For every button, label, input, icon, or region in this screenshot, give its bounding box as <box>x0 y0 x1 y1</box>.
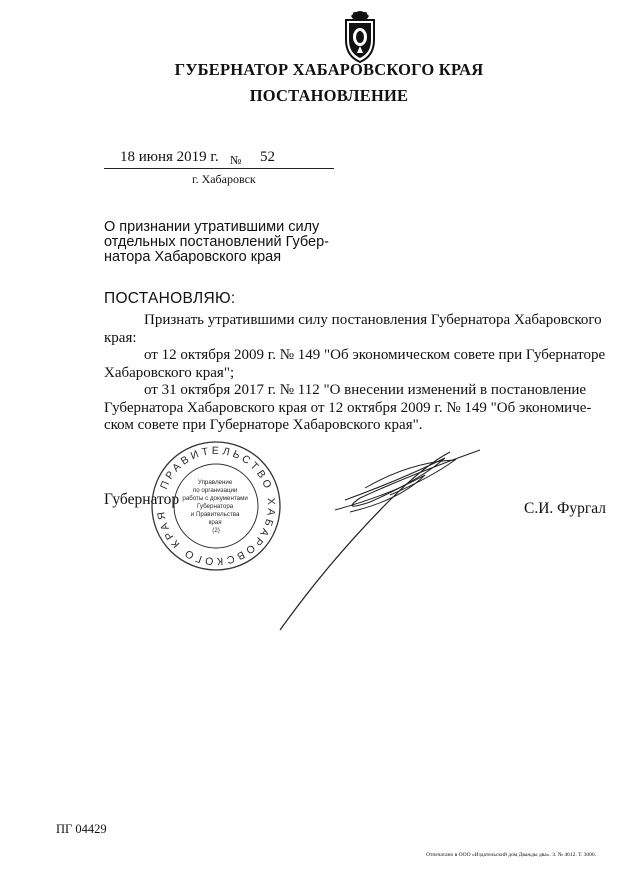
coat-of-arms-icon <box>330 8 390 64</box>
number-label: № <box>230 153 242 167</box>
body-line: Губернатора Хабаровского края от 12 октября 2009 г. № 149 "Об экономиче- <box>104 399 592 416</box>
document-subject <box>104 220 344 265</box>
document-type-heading: ПОСТАНОВЛЕНИЕ <box>249 86 409 105</box>
official-seal <box>150 440 282 572</box>
svg-text:Управление по организаци <box>182 479 249 534</box>
printer-imprint: Отпечатано в ООО «Издательский дом Дважды два». З. № 4612. Т. 3000. <box>426 852 597 858</box>
seal-line: (2) <box>212 527 220 534</box>
seal-line: края <box>208 519 222 526</box>
body-line: Признать утратившими силу постановления Губернатора Хабаровского <box>144 312 602 328</box>
seal-line: работы с документами <box>182 495 248 502</box>
subject-line: отдельных постановлений Губер- <box>104 234 329 250</box>
document-number: 52 <box>260 149 275 165</box>
document-body <box>104 312 616 435</box>
form-code: ПГ 04429 <box>56 822 107 836</box>
body-line: от 31 октября 2017 г. № 112 "О внесении изменений в постановление <box>144 382 587 398</box>
seal-line: Управление <box>197 479 233 486</box>
date-underline <box>104 168 334 169</box>
body-line: Хабаровского края"; <box>104 364 235 381</box>
body-line: края: <box>104 329 137 346</box>
seal-line: по организации <box>192 487 238 494</box>
decree-word: ПОСТАНОВЛЯЮ: <box>104 290 236 307</box>
signatory-name: С.И. Фургал <box>524 500 607 517</box>
authority-heading: ГУБЕРНАТОР ХАБАРОВСКОГО КРАЯ <box>174 60 484 79</box>
seal-line: и Правительства <box>190 511 240 518</box>
seal-line: Губернатора <box>196 503 234 510</box>
subject-line: О признании утратившими силу <box>104 219 320 235</box>
document-date: 18 июня 2019 г. <box>120 149 219 165</box>
handwritten-signature <box>250 440 490 640</box>
body-line: от 12 октября 2009 г. № 149 "Об экономическом совете при Губернаторе <box>144 347 606 363</box>
subject-line: натора Хабаровского края <box>104 249 282 265</box>
seal-ring-text: ПРАВИТЕЛЬСТВО ХАБАРОВСКОГО КРАЯ <box>154 444 278 568</box>
signatory-title: Губернатор <box>104 491 180 508</box>
body-line: ском совете при Губернаторе Хабаровского края". <box>104 417 423 433</box>
document-city: г. Хабаровск <box>192 172 256 186</box>
